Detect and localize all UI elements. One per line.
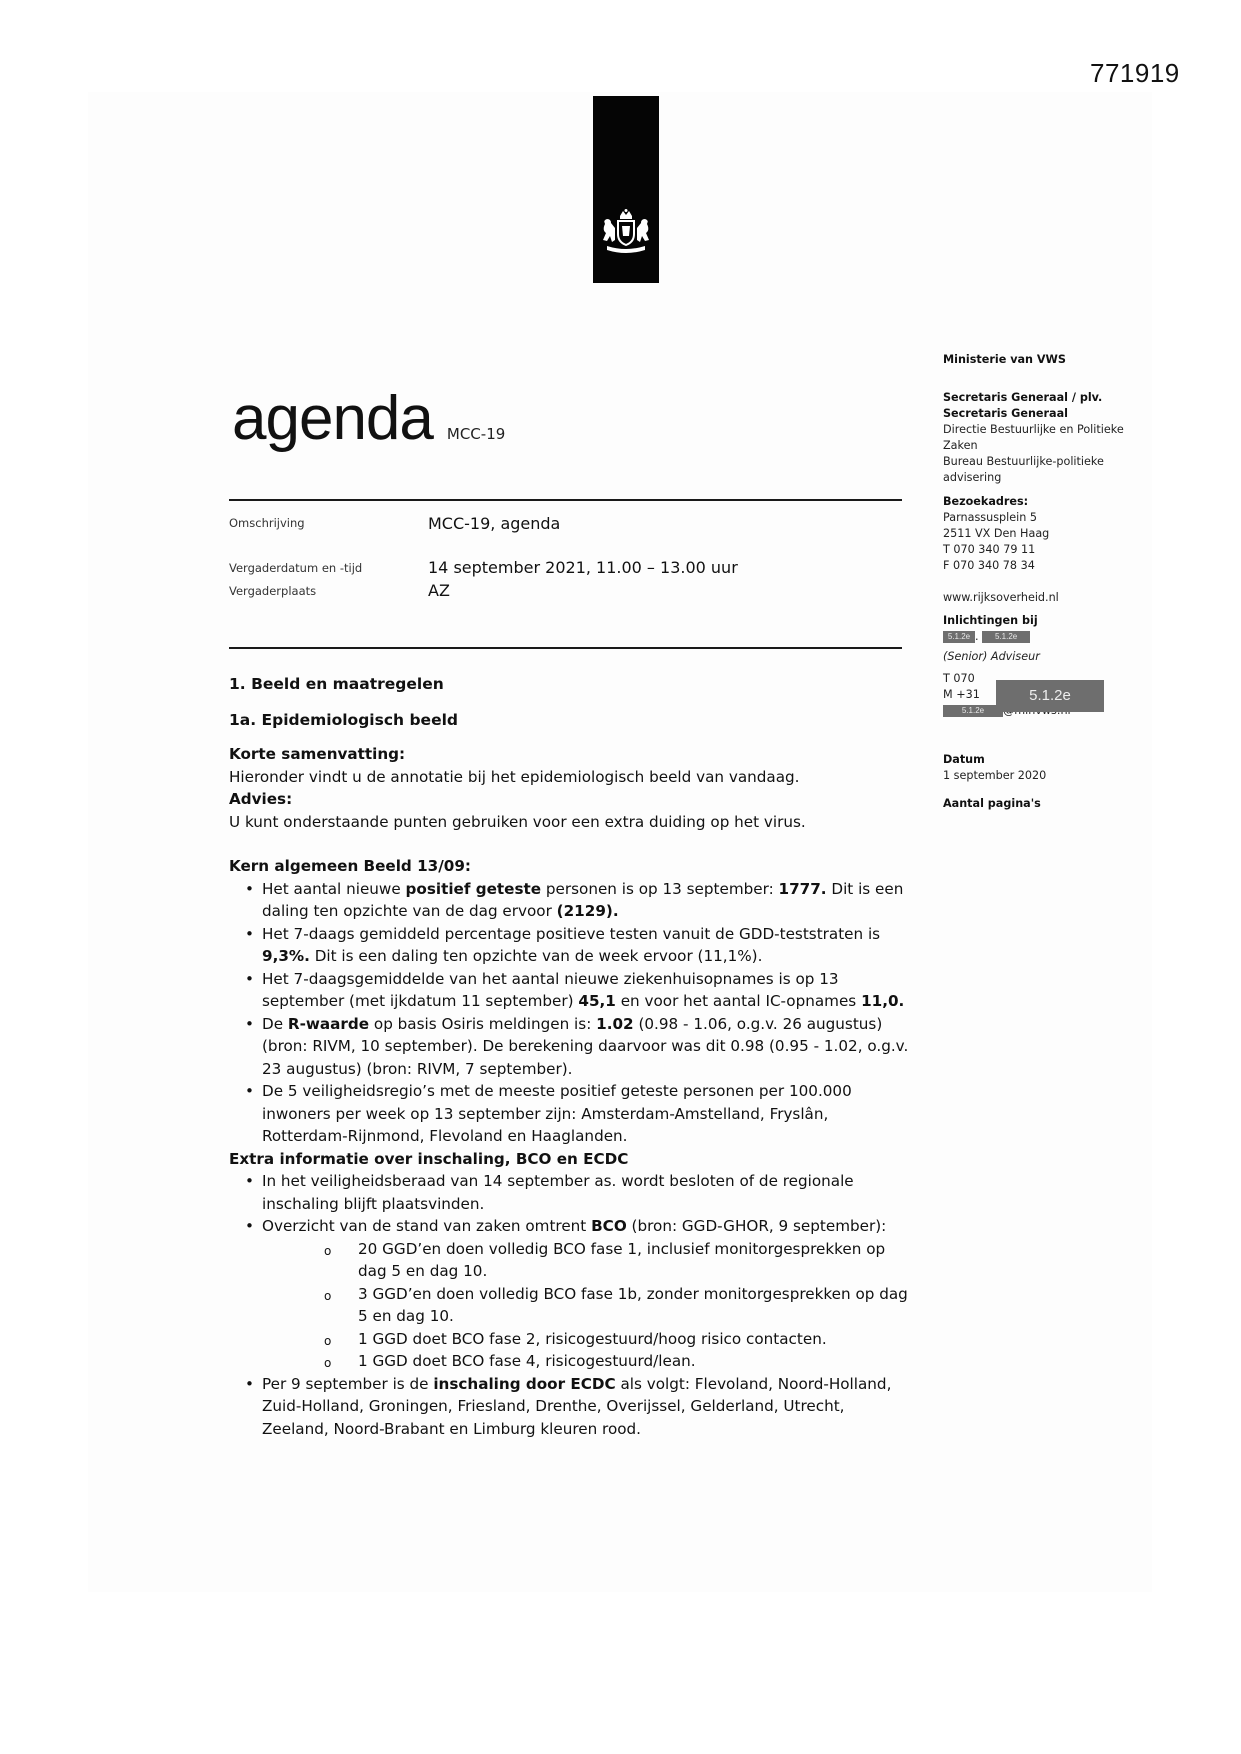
summary-text: Hieronder vindt u de annotatie bij het epidemiologisch beeld van vandaag. [229,767,800,786]
bco-subitem: o 1 GGD doet BCO fase 2, risicogestuurd/hoog risico contacten. [262,1328,909,1351]
extra-item-veiligheidsberaad: • In het veiligheidsberaad van 14 september as. wordt besloten of de regionale inschaling blijft plaatsvinden. [229,1170,909,1215]
extra-heading: Extra informatie over inschaling, BCO en ECDC [229,1149,629,1168]
summary-label: Korte samenvatting: [229,745,406,763]
extra-item-bco: • Overzicht van de stand van zaken omtrent BCO (bron: GGD-GHOR, 9 september): o 20 GGD’en doen volledig BCO fase 1, inclusief monitorgesprekken op dag 5 en dag 10. o 3 GGD’en doen volledig BCO fase 1b, zonder monitorgesprekken op dag 5 en dag 10. o 1 GGD doet BCO fase 2, risicogestuurd/hoog risico contacten. o 1 GGD doet BCO fase 4, risicogestuurd/lean. [229,1215,909,1373]
vergaderplaats-label: Vergaderplaats [229,584,317,598]
kern-item-r-waarde: • De R-waarde op basis Osiris meldingen is: 1.02 (0.98 - 1.06, o.g.v. 26 augustus) (bron: RIVM, 10 september). De berekening daarvoor was dit 0.98 (0.95 - 1.02, o.g.v. 23 augustus) (bron: RIVM, 7 september). [229,1013,909,1081]
bco-subitem: o 3 GGD’en doen volledig BCO fase 1b, zonder monitorgesprekken op dag 5 en dag 10. [262,1283,909,1328]
kern-heading: Kern algemeen Beeld 13/09: [229,857,471,875]
sidebar-address [943,494,1049,574]
sidebar-website [943,590,1059,606]
document-title-block [232,384,506,453]
sidebar-pages [943,796,1041,812]
document-subtitle: MCC-19 [446,425,506,443]
redaction-box: 5.1.2e [943,631,975,643]
bureau-line: Bureau Bestuurlijke-politieke [943,455,1104,468]
sidebar-date [943,752,1046,784]
kern-list [229,878,909,1148]
document-body [229,673,909,1440]
directorate-line: Zaken [943,439,978,452]
city: 2511 VX Den Haag [943,527,1050,540]
bco-subitem: o 20 GGD’en doen volledig BCO fase 1, inclusief monitorgesprekken op dag 5 en dag 10. [262,1238,909,1283]
redaction-box-large: 5.1.2e [996,680,1104,712]
visit-address-label: Bezoekadres: [943,495,1029,508]
divider-bottom [229,647,902,649]
phone: T 070 340 79 11 [943,543,1036,556]
extra-list [229,1170,909,1440]
ministry-name: Ministerie van VWS [943,353,1066,366]
omschrijving-value: MCC-19, agenda [428,514,561,533]
advice-label: Advies: [229,790,293,808]
directorate-line: Directie Bestuurlijke en Politieke [943,423,1124,436]
bco-subitem: o 1 GGD doet BCO fase 4, risicogestuurd/lean. [262,1350,909,1373]
rijksoverheid-logo [593,96,659,283]
kern-item-veiligheidsregios: • De 5 veiligheidsregio’s met de meeste positief geteste personen per 100.000 inwoners per week op 13 september zijn: Amsterdam-Amstelland, Fryslân, Rotterdam-Rijnmond, Flevoland en Haaglanden. [229,1080,909,1148]
contact-name-redacted: 5.1.2e . 5.1.2e [943,629,1071,645]
vergaderdatum-label: Vergaderdatum en -tijd [229,561,363,575]
kern-item-ziekenhuisopnames: • Het 7-daagsgemiddelde van het aantal nieuwe ziekenhuisopnames is op 13 september (met ijkdatum 11 september) 45,1 en voor het aantal IC-opnames 11,0. [229,968,909,1013]
bureau-line: advisering [943,471,1002,484]
extra-item-ecdc: • Per 9 september is de inschaling door ECDC als volgt: Flevoland, Noord-Holland, Zuid-Holland, Groningen, Friesland, Drenthe, Overijssel, Gelderland, Utrecht, Zeeland, Noord-Brabant en Limburg kleuren rood. [229,1373,909,1441]
bco-sublist [262,1238,909,1373]
date-label: Datum [943,753,985,766]
advice-text: U kunt onderstaande punten gebruiken voor een extra duiding op het virus. [229,812,806,831]
document-number: 771919 [1090,58,1180,88]
date-value: 1 september 2020 [943,769,1047,782]
fax: F 070 340 78 34 [943,559,1035,572]
contact-mobile: M +31 [943,688,980,701]
website-link[interactable]: www.rijksoverheid.nl [943,591,1059,604]
sidebar-ministry [943,352,1066,368]
department-line: Secretaris Generaal [943,407,1068,420]
document-title: agenda [232,384,433,453]
street: Parnassusplein 5 [943,511,1037,524]
vergaderplaats-value: AZ [428,581,450,600]
section-heading-1a: 1a. Epidemiologisch beeld [229,710,458,729]
coat-of-arms-icon [599,208,653,258]
divider-top [229,499,902,501]
vergaderdatum-value: 14 september 2021, 11.00 – 13.00 uur [428,558,738,577]
omschrijving-label: Omschrijving [229,516,305,530]
section-heading-1: 1. Beeld en maatregelen [229,675,444,693]
department-line: Secretaris Generaal / plv. [943,391,1103,404]
info-label: Inlichtingen bij [943,614,1038,627]
kern-item-percentage-positief: • Het 7-daags gemiddeld percentage positieve testen vanuit de GDD-teststraten is 9,3%. Dit is een daling ten opzichte van de week ervoor (11,1%). [229,923,909,968]
kern-item-positief-getest: • Het aantal nieuwe positief geteste personen is op 13 september: 1777. Dit is een daling ten opzichte van de dag ervoor (2129). [229,878,909,923]
redaction-box: 5.1.2e [982,631,1030,643]
contact-phone: T 070 [943,672,975,685]
pages-label: Aantal pagina's [943,797,1041,810]
sidebar-department [943,390,1124,486]
contact-role: (Senior) Adviseur [943,650,1040,663]
redaction-box: 5.1.2e [943,705,1003,717]
